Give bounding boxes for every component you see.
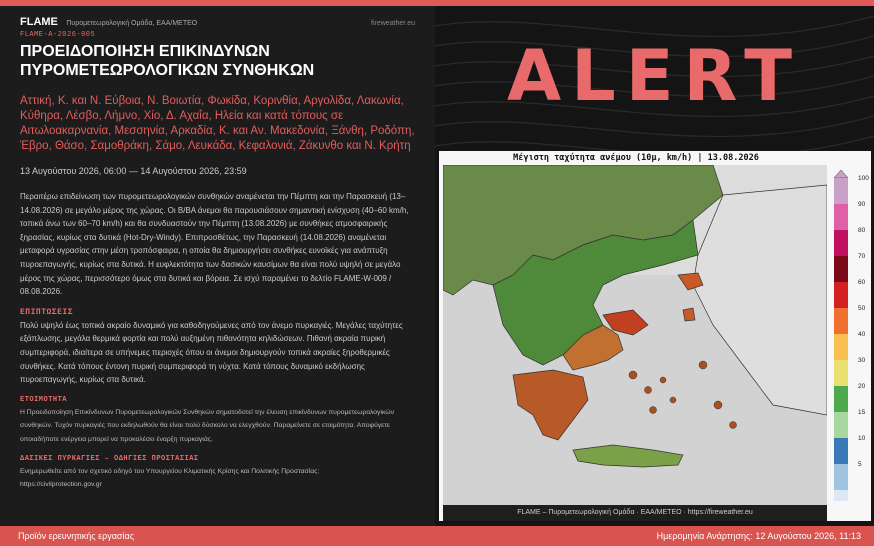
greece-wind-map	[443, 165, 827, 505]
brand-name: FLAME	[20, 16, 58, 28]
cbar-tick: 5	[858, 461, 862, 468]
cbar-tick: 20	[858, 383, 866, 390]
cbar-tick: 15	[858, 409, 866, 416]
cbar-tick: 90	[858, 201, 866, 208]
impacts-text: Πολύ υψηλό έως τοπικά ακραίο δυναμικό για καθοδηγούμενες από τον άνεμο πυρκαγιές. Μεγάλες ταχύτητες εξάπλωσης, μεγάλα θερμικά φορτία και πολύ αυξημένη πιθανότητα κηλιδώσεων. Πιθανή ακραία πυρική συμπεριφορά, ιδιαίτερα σε υπήνεμες περιοχές όπου οι άνεμοι δημιουργούν τοπικά ακραίες ξηροθερμικές συνθήκες. Κατά τόπους έντονη πυρική συμπεριφορά τη νύχτα. Κατά τόπους δυναμικό εκδήλωσης πυροεπαγωγής, κυρίως στα δυτικά.	[20, 320, 403, 385]
description-text: Περαιτέρω επιδείνωση των πυρομετεωρολογικών συνθηκών αναμένεται την Πέμπτη και την Παρασκευή (13–14.08.2026) σε μεγάλο μέρος της χώρας. Οι Β/ΒΑ άνεμοι θα παρουσιάσουν σημαντική ενίσχυση (40–60 km/h, τοπικά άνω των 60–70 km/h) και θα συνδυαστούν την Πέμπτη (13.08.2026) με συνθήκες ατμοσφαιρικής ξηρασίας, κυρίως στα δυτικά (Hot-Dry-Windy). Επιπροσθέτως, την Παρασκευή (14.08.2026) αναμένεται μεταφορά υγρασίας στην μέση τροπόσφαιρα, η οποία θα δημιουργήσει συνθήκες ευνοϊκές για ανάπτυξη πυροεπαγωγής, κυρίως στα δυτικά. Η ευφλεκτότητα των δασικών καυσίμων θα είναι πολύ υψηλή σε μεγάλο μέρος της χώρας, περισσότερο όμως στα δυτικά και βόρεια. Σε ισχύ παραμένει το δελτίο FLAME-W-009 / 08.08.2026.	[20, 192, 409, 297]
alert-heading: ALERT	[506, 35, 803, 117]
colorbar	[834, 170, 848, 501]
footer-post-date: Ημερομηνία Ανάρτησης: 12 Αυγούστου 2026, 11:13	[656, 531, 861, 541]
cbar-tick: 30	[858, 357, 866, 364]
wind-map-figure	[439, 151, 871, 521]
cbar-tick: 50	[858, 305, 866, 312]
cbar-tick: 60	[858, 279, 866, 286]
affected-areas: Αττική, Κ. και Ν. Εύβοια, Ν. Βοιωτία, Φωκίδα, Κορινθία, Αργολίδα, Λακωνία, Κύθηρα, Λέσβο, Λήμνο, Χίο, Δ. Αχαΐα, Ηλεία και κατά τόπους σε Αιτωλοακαρνανία, Μεσσηνία, Αρκαδία, Κ. και Αν. Μακεδονία, Ξάνθη, Ροδόπη, Έβρο, Θάσο, Σαμοθράκη, Σάμο, Λευκάδα, Κεφαλονιά, Ζάκυνθο και Ν. Κρήτη	[20, 95, 415, 152]
forest-fires-heading: ΔΑΣΙΚΕΣ ΠΥΡΚΑΓΙΕΣ – ΟΔΗΓΙΕΣ ΠΡΟΣΤΑΣΙΑΣ	[20, 454, 199, 463]
footer-bar	[0, 526, 874, 546]
cbar-tick: 100	[858, 175, 869, 182]
map-footer: FLAME – Πυρομετεωρολογική Ομάδα · ΕΑΑ/ΜΕΤΕΟ · https://fireweather.eu	[443, 505, 827, 521]
bulletin-panel	[0, 6, 435, 526]
footer-left-text: Προϊόν ερευνητικής εργασίας	[18, 531, 135, 541]
forest-fires-text: Ενημερωθείτε από τον σχετικό οδηγό του Υπουργείου Κλιματικής Κρίσης και Πολιτικής Προστασίας:	[20, 467, 320, 475]
cbar-tick: 80	[858, 227, 866, 234]
cbar-tick: 40	[858, 331, 866, 338]
brand-subtitle: Πυρομετεωρολογική Ομάδα, ΕΑΑ/ΜΕΤΕΟ	[66, 20, 198, 27]
impacts-heading: ΕΠΙΠΤΩΣΕΙΣ	[20, 307, 74, 317]
civil-protection-link[interactable]: https://civilprotection.gov.gr	[20, 481, 102, 489]
title-line-1: ΠΡΟΕΙΔΟΠΟΙΗΣΗ ΕΠΙΚΙΝΔΥΝΩΝ	[20, 43, 270, 60]
cbar-tick: 70	[858, 253, 866, 260]
map-title: Μέγιστη ταχύτητα ανέμου (10μ, km/h) | 13.08.2026	[513, 153, 759, 163]
title-line-2: ΠΥΡΟΜΕΤΕΩΡΟΛΟΓΙΚΩΝ ΣΥΝΘΗΚΩΝ	[20, 62, 315, 79]
cbar-tick: 10	[858, 435, 866, 442]
page-title	[20, 42, 415, 80]
map-graphic	[443, 165, 827, 505]
readiness-text: Η Προειδοποίηση Επικίνδυνων Πυρομετεωρολογικών Συνθηκών σηματοδοτεί την έλευση επικίνδυνων πυρομετεωρολογικών συνθηκών. Τυχόν πυρκαγιές που εκδηλωθούν θα είναι πολύ δύσκολο να ελεγχθούν. Παραμείνετε σε ετοιμότητα. Αποφύγετε οποιαδήποτε ενέργεια μπορεί να προκαλέσει έναρξη πυρκαγιάς.	[20, 408, 394, 443]
graphic-panel	[435, 6, 874, 526]
validity-period: 13 Αυγούστου 2026, 06:00 — 14 Αυγούστου 2026, 23:59	[20, 166, 247, 176]
brand-row	[20, 12, 415, 26]
site-link[interactable]: fireweather.eu	[371, 20, 415, 27]
bulletin-code: FLAME-A-2026-005	[20, 31, 96, 39]
readiness-heading: ΕΤΟΙΜΟΤΗΤΑ	[20, 395, 68, 404]
brand	[20, 12, 197, 30]
